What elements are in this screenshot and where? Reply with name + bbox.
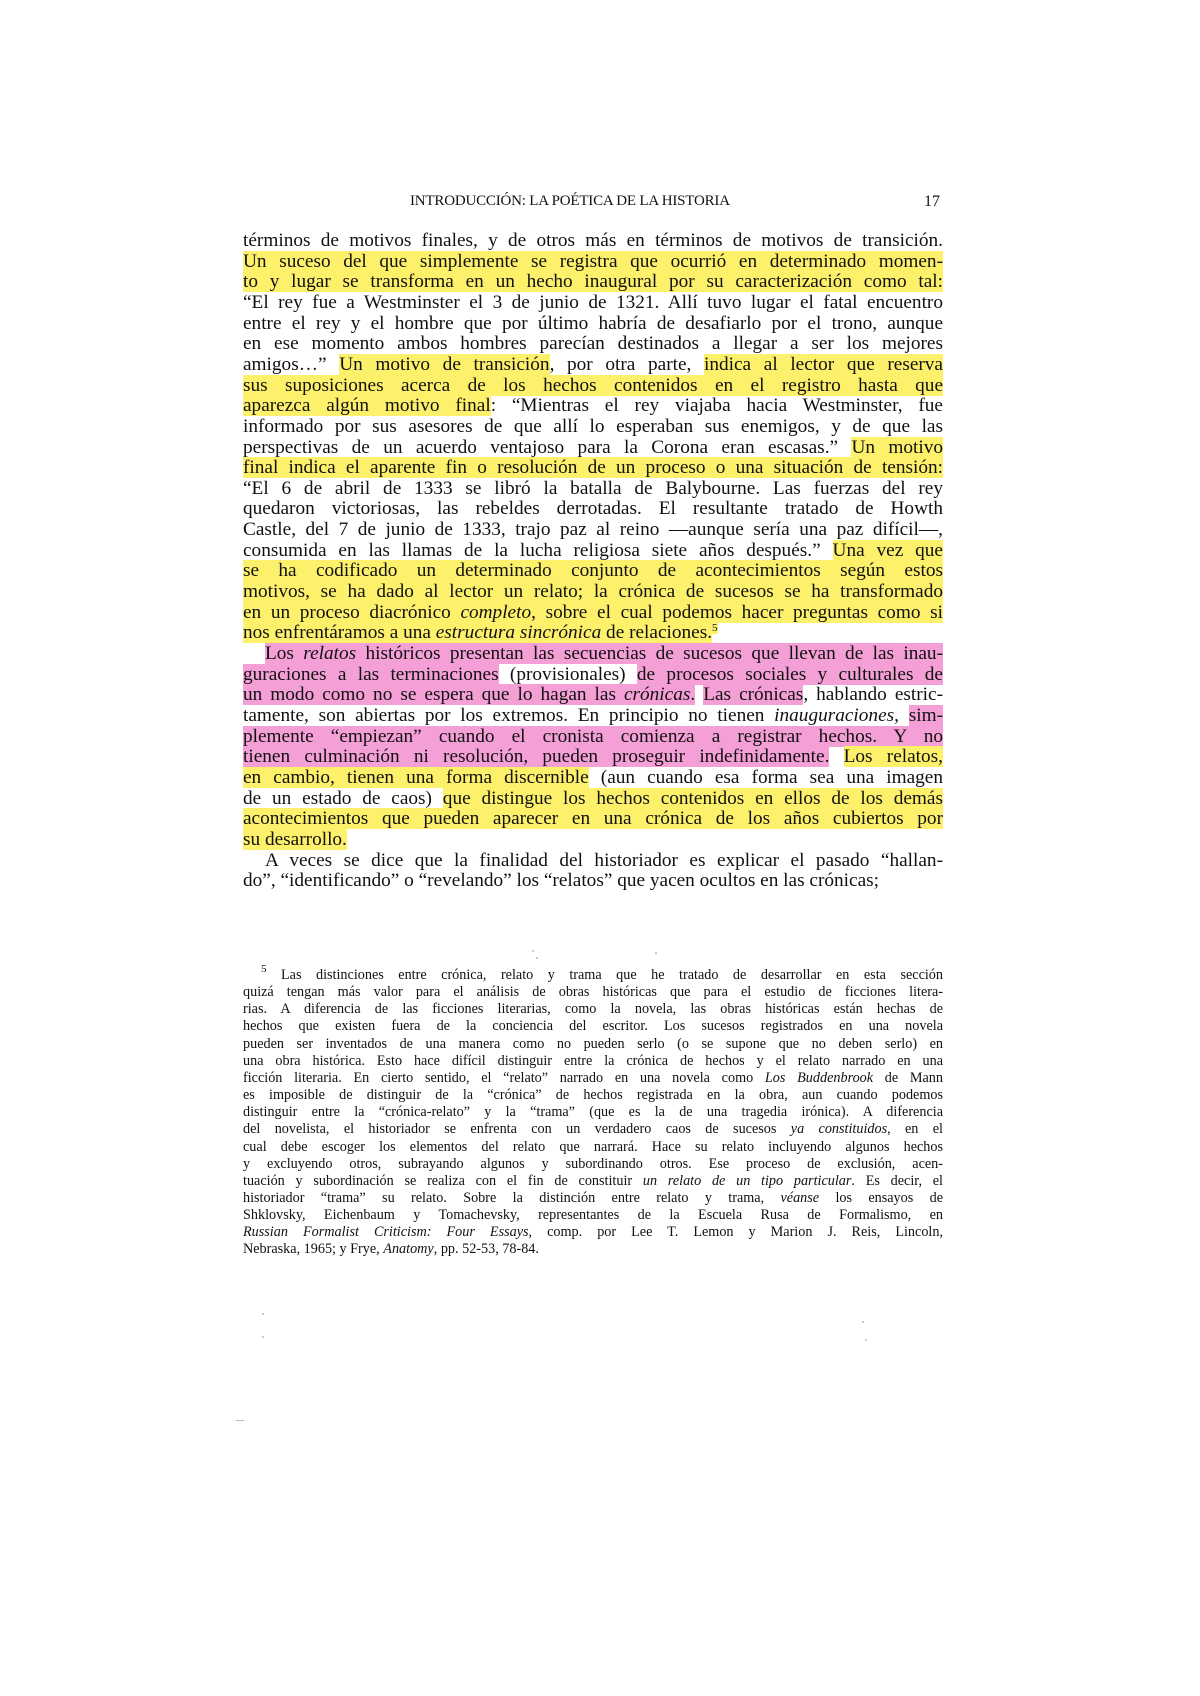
highlighted-text: guraciones a las terminaciones [243,663,499,685]
highlighted-text: indica al lector que reserva [704,353,943,375]
text-span: entre el rey y el hombre que por último habría de desafiarlo por el trono, aunque [243,312,943,334]
text-span: ficción literaria. En cierto sentido, el “relato” narrado en una novela como [243,1069,765,1086]
footnote-line [261,963,943,984]
footnote-line [243,1223,943,1241]
highlighted-text: crónicas [623,684,691,706]
footnote-line [243,1052,943,1070]
highlighted-text: , sobre el cual podemos hacer preguntas como si [531,601,943,623]
text-span: y excluyendo otros, subrayando algunos y subordinando otros. Ese proceso de exclusión, acen- [243,1155,943,1172]
footnote-marker: 5 [712,622,718,635]
footnote-line [243,1000,943,1018]
scan-speck [865,1339,867,1341]
text-span: A veces se dice que la finalidad del historiador es explicar el pasado “hallan- [265,849,943,871]
text-line [243,395,943,417]
text-line [243,829,943,851]
scan-speck [532,950,534,952]
scan-speck [655,952,657,954]
text-span: pueden ser inventados de una manera como no pueden serlo (o se supone que no deben serlo) en [243,1035,943,1052]
text-span: quedaron victoriosas, las rebeldes derrotadas. El resultante tratado de Howth [243,498,943,520]
text-span: rias. A diferencia de las ficciones literarias, como la novela, las obras históricas están hechas de [243,1001,943,1018]
footnote-line [243,1206,943,1224]
scan-speck [236,1420,244,1421]
highlighted-text: su desarrollo. [243,828,347,850]
text-line [265,850,943,872]
text-line [265,643,943,665]
running-title: INTRODUCCIÓN: LA POÉTICA DE LA HISTORIA [410,193,730,209]
highlighted-text: Un motivo [851,436,943,458]
text-span: distinguir entre la “crónica-relato” y la “trama” (que es la de una tragedia irónica). A diferencia [243,1104,943,1121]
highlighted-text: acontecimientos que pueden aparecer en una crónica de los años cubiertos por [243,808,943,830]
text-line [243,478,943,500]
text-span: de un estado de caos) [243,787,443,809]
scan-speck [262,1313,264,1315]
highlighted-text: sim- [908,704,943,726]
text-span: , comp. por Lee T. Lemon y Marion J. Reis, Lincoln, [528,1224,944,1241]
text-span: , hablando estric- [803,684,943,706]
text-line [243,498,943,520]
footnote-line [243,1035,943,1053]
text-span [829,746,843,767]
text-span: un relato de un tipo particular [642,1172,852,1189]
text-span: , en el [887,1121,943,1138]
scan-speck [262,1336,264,1338]
highlighted-text: en un proceso diacrónico [243,601,461,623]
text-line [243,271,943,293]
highlighted-text: relatos [303,643,357,664]
text-line [243,602,943,624]
highlighted-text: nos enfrentáramos a una [243,622,436,644]
text-span: “El rey fue a Westminster el 3 de junio de 1321. Allí tuvo lugar el fatal encuentro [243,291,943,313]
text-span: Los Buddenbrook [764,1069,874,1086]
text-span: cual debe escoger los elementos del relato que narrará. Hace su relato incluyendo algunos hechos [243,1138,943,1155]
text-line [243,540,943,562]
scan-speck [536,957,538,959]
scan-speck [862,1321,864,1323]
text-span: , [894,704,909,726]
text-span: los ensayos de [819,1189,943,1206]
text-span: tamente, son abiertas por los extremos. En principio no tienen [243,704,775,726]
text-span: Shklovsky, Eichenbaum y Tomachevsky, representantes de la Escuela Rusa de Formalismo, en [243,1207,943,1224]
text-span: (provisionales) [498,663,637,685]
highlighted-text: Un suceso del que simplemente se registra que ocurrió en determinado momen- [243,250,943,272]
highlighted-text: Los relatos, [843,746,943,768]
text-span: Russian Formalist Criticism: Four Essays [243,1224,529,1241]
text-line [243,664,943,686]
text-line [243,375,943,397]
text-span: hechos que existen fuera de la conciencia del escritor. Los sucesos registrados en una novela [243,1018,943,1035]
highlighted-text: motivos, se ha dado al lector un relato; la crónica de sucesos se ha transformado [243,581,943,603]
highlighted-text: de relaciones. [601,622,713,644]
footnote-line [243,1189,943,1207]
highlighted-text: estructura sincrónica [435,622,602,644]
text-line [243,519,943,541]
highlighted-text: se ha codificado un determinado conjunto de acontecimientos según estos [243,560,943,582]
text-span: do”, “identificando” o “revelando” los “relatos” que yacen ocultos en las crónicas; [243,870,880,892]
highlighted-text: en cambio, tienen una forma discernible [243,766,589,788]
text-span: amigos…” [243,353,340,375]
highlighted-text: Los [265,643,304,664]
text-span: Castle, del 7 de junio de 1333, trajo paz al reino —aunque sería una paz difícil—, [243,519,943,541]
text-span: quizá tengan más valor para el análisis de obras históricas que para el estudio de ficciones litera- [243,984,943,1001]
footnote-line [243,1103,943,1121]
highlighted-text: . [690,684,696,706]
text-span: tuación y subordinación se realiza con el fin de constituir [243,1172,643,1189]
text-line [243,705,943,727]
highlighted-text: plemente “empiezan” cuando el cronista comienza a registrar hechos. Y no [243,725,943,747]
highlighted-text: Un motivo de transición [339,353,550,375]
text-line [243,457,943,479]
text-line [243,333,943,355]
text-span: ya constituidos [790,1121,888,1138]
footnote-line [243,1138,943,1156]
text-line [243,726,943,748]
text-line [243,313,943,335]
highlighted-text: final indica el aparente fin o resolución de un proceso o una situación de tensión: [243,457,943,479]
text-span: “El 6 de abril de 1333 se libró la batalla de Balybourne. Las fuerzas del rey [243,477,943,499]
text-span: perspectivas de un acuerdo ventajoso para la Corona eran escasas.” [243,436,852,458]
text-span: Anatomy [383,1241,434,1258]
footnote-line [243,1120,943,1138]
text-line [243,767,943,789]
footnote-marker: 5 [261,963,267,975]
highlighted-text: Las crónicas [703,684,804,706]
text-line [243,684,943,706]
text-span: historiador “trama” su relato. Sobre la distinción entre relato y trama, [243,1189,781,1206]
footnote-line [243,1086,943,1104]
highlighted-text: que distingue los hechos contenidos en ellos de los demás [442,787,943,809]
highlighted-text: un modo como no se espera que lo hagan las [243,684,624,706]
text-span: véanse [780,1189,820,1206]
text-line [243,292,943,314]
footnote-line [243,1155,943,1173]
highlighted-text: aparezca algún motivo final [243,395,491,417]
text-line [243,354,943,376]
running-head [240,193,940,215]
text-line [243,788,943,810]
text-span: inauguraciones [774,704,895,726]
text-span: consumida en las llamas de la lucha religiosa siete años después.” [243,539,833,561]
text-span: en ese momento ambos hombres parecían destinados a llegar a ser los mejores [243,333,943,355]
text-span: Las distinciones entre crónica, relato y trama que he tratado de desarrollar en esta sección [266,967,943,983]
text-span: (aun cuando esa forma sea una imagen [588,766,943,788]
text-span: informado por sus asesores de que allí lo esperaban sus enemigos, y de que las [243,415,943,437]
page-number: 17 [924,193,940,210]
highlighted-text: tienen culminación ni resolución, pueden proseguir indefinidamente. [243,746,830,768]
text-line [243,581,943,603]
text-span: de Mann [873,1069,943,1086]
text-span: es imposible de distinguir de la “crónica” de hechos registrada en la obra, aun cuando podemos [243,1087,943,1104]
highlighted-text: sus suposiciones acerca de los hechos contenidos en el registro hasta que [243,374,943,396]
footnote-line [243,1017,943,1035]
footnote-line [243,983,943,1001]
text-span: una obra histórica. Esto hace difícil distinguir entre la crónica de hechos y el relato narrado en una [243,1052,943,1069]
highlighted-text: de procesos sociales y culturales de [636,663,943,685]
text-line [243,437,943,459]
text-span: Nebraska, 1965; y Frye, [243,1241,384,1258]
footnote-line [243,1069,943,1087]
text-span: : “Mientras el rey viajaba hacia Westminster, fue [490,395,943,417]
footnote-line [243,1240,943,1258]
text-line [243,622,943,644]
footnote-line [243,1172,943,1190]
text-span: términos de motivos finales, y de otros más en términos de motivos de transición. [243,230,943,251]
text-line [243,560,943,582]
text-span: , pp. 52-53, 78-84. [433,1241,539,1258]
text-line [243,416,943,438]
text-line [243,746,943,768]
text-span: . Es decir, el [851,1172,943,1189]
highlighted-text: históricos presentan las secuencias de sucesos que llevan de las inau- [356,643,943,664]
text-span: , por otra parte, [549,353,704,375]
text-line [243,230,943,252]
text-line [243,870,943,892]
highlighted-text: completo [460,601,532,623]
text-span: del novelista, el historiador se enfrenta con un verdadero caos de sucesos [243,1121,791,1138]
highlighted-text: Una vez que [832,539,943,561]
highlighted-text: to y lugar se transforma en un hecho inaugural por su caracterización como tal: [243,271,943,293]
text-line [243,808,943,830]
text-line [243,251,943,273]
